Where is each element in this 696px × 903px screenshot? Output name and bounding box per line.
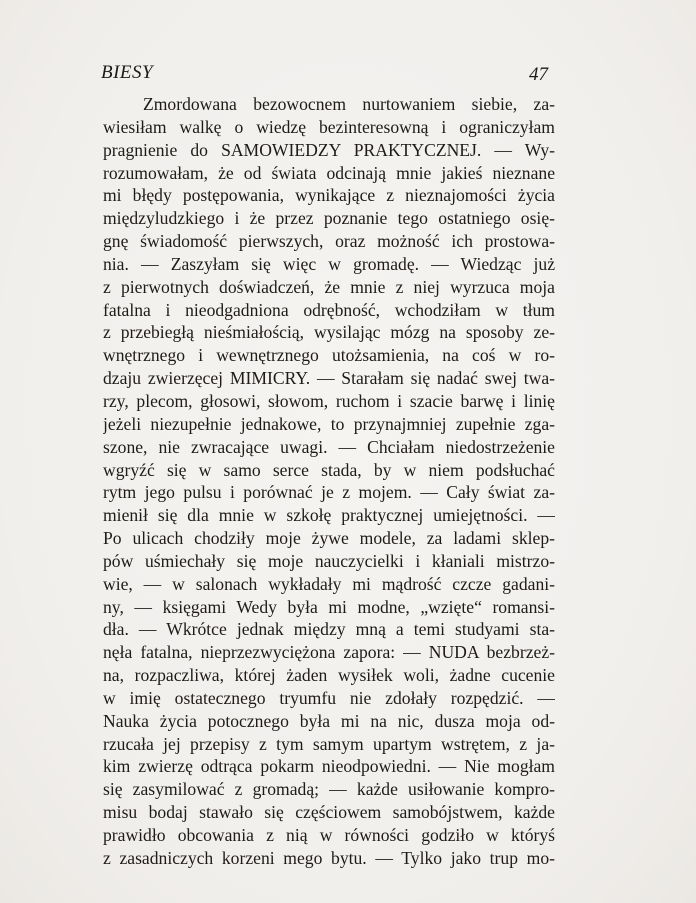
text-line: fatalna i nieodgadniona odrębność, wchodziłam w tłum — [103, 299, 555, 320]
text-line: nęła fatalna, nieprzezwyciężona zapora: — NUDA bezbrzeż- — [103, 642, 555, 663]
text-line: pragnienie do SAMOWIEDZY PRAKTYCZNEJ. — Wy- — [103, 139, 555, 160]
text-line: prawidło obcowania z nią w równości godziło w któryś — [103, 825, 555, 845]
text-line: kim zwierzę odtrąca pokarm nieodpowiedni. — Nie mogłam — [103, 756, 555, 777]
text-line: wgryźć się w samo serce stada, by w niem podsłuchać — [103, 459, 555, 480]
text-line: z zasadniczych korzeni mego bytu. — Tylko jako trup mo- — [103, 847, 555, 868]
text-line: jeżeli niezupełnie jednakowe, to przynajmniej zupełnie zga- — [103, 413, 555, 434]
text-line: rzucała jej przepisy z tym samym upartym wstrętem, z ja- — [103, 733, 555, 754]
text-line: rzy, plecom, głosowi, słowom, ruchom i szacie barwę i linię — [103, 390, 555, 411]
text-line: w imię ostatecznego tryumfu nie zdołały rozpędzić. — — [103, 687, 555, 708]
page-number: 47 — [529, 64, 548, 85]
text-line: pów uśmiechały się moje nauczycielki i kłaniali mistrzo- — [103, 550, 555, 571]
text-line: wiesiłam walkę o wiedzę bezinteresowną i ograniczyłam — [103, 116, 555, 137]
text-line: dzaju zwierzęcej MIMICRY. — Starałam się nadać swej twa- — [103, 368, 555, 389]
text-line: ny, — księgami Wedy była mi modne, „wzięte“ romansi- — [103, 596, 555, 617]
text-line: wnętrznego i wewnętrznego utożsamienia, na coś w ro- — [103, 345, 555, 366]
text-line: misu bodaj stawało się częściowem samobójstwem, każde — [103, 802, 555, 823]
text-line: się zasymilować z gromadą; — każde usiłowanie kompro- — [103, 779, 555, 800]
text-line: nia. — Zaszyłam się więc w gromadę. — Wiedząc już — [103, 253, 555, 274]
text-line: mi błędy postępowania, wynikające z nieznajomości życia — [103, 185, 555, 206]
text-line: rytm jego pulsu i porównać je z mojem. — Cały świat za- — [103, 482, 555, 503]
text-line: Po ulicach chodziły moje żywe modele, za ladami sklep- — [103, 528, 555, 549]
text-line: rozumowałam, że od świata odcinają mnie jakieś nieznane — [103, 162, 555, 183]
text-line: Nauka życia potocznego była mi na nic, dusza moja od- — [103, 710, 555, 731]
text-line: gnę świadomość pierwszych, oraz możność ich prostowa- — [103, 231, 555, 252]
text-line: dła. — Wkrótce jednak między mną a temi studyami sta- — [103, 619, 555, 640]
text-line: z przebiegłą nieśmiałością, wysilając mózg na sposoby ze- — [103, 322, 555, 343]
text-line: na, rozpaczliwa, której żaden wysiłek woli, żadne cucenie — [103, 665, 555, 686]
running-title: BIESY — [101, 62, 154, 83]
text-line: mienił się dla mnie w szkołę praktycznej umiejętności. — — [103, 505, 555, 526]
text-line: wie, — w salonach wykładały mi mądrość czcze gadani- — [103, 573, 555, 594]
body-text — [103, 93, 555, 870]
text-line: szone, nie zwracające uwagi. — Chciałam niedostrzeżenie — [103, 436, 555, 457]
text-line: Zmordowana bezowocnem nurtowaniem siebie, za- — [143, 94, 555, 114]
text-line: z pierwotnych doświadczeń, że mnie z niej wyrzuca moja — [103, 276, 555, 297]
text-line: międzyludzkiego i że przez poznanie tego ostatniego osię- — [103, 208, 555, 229]
